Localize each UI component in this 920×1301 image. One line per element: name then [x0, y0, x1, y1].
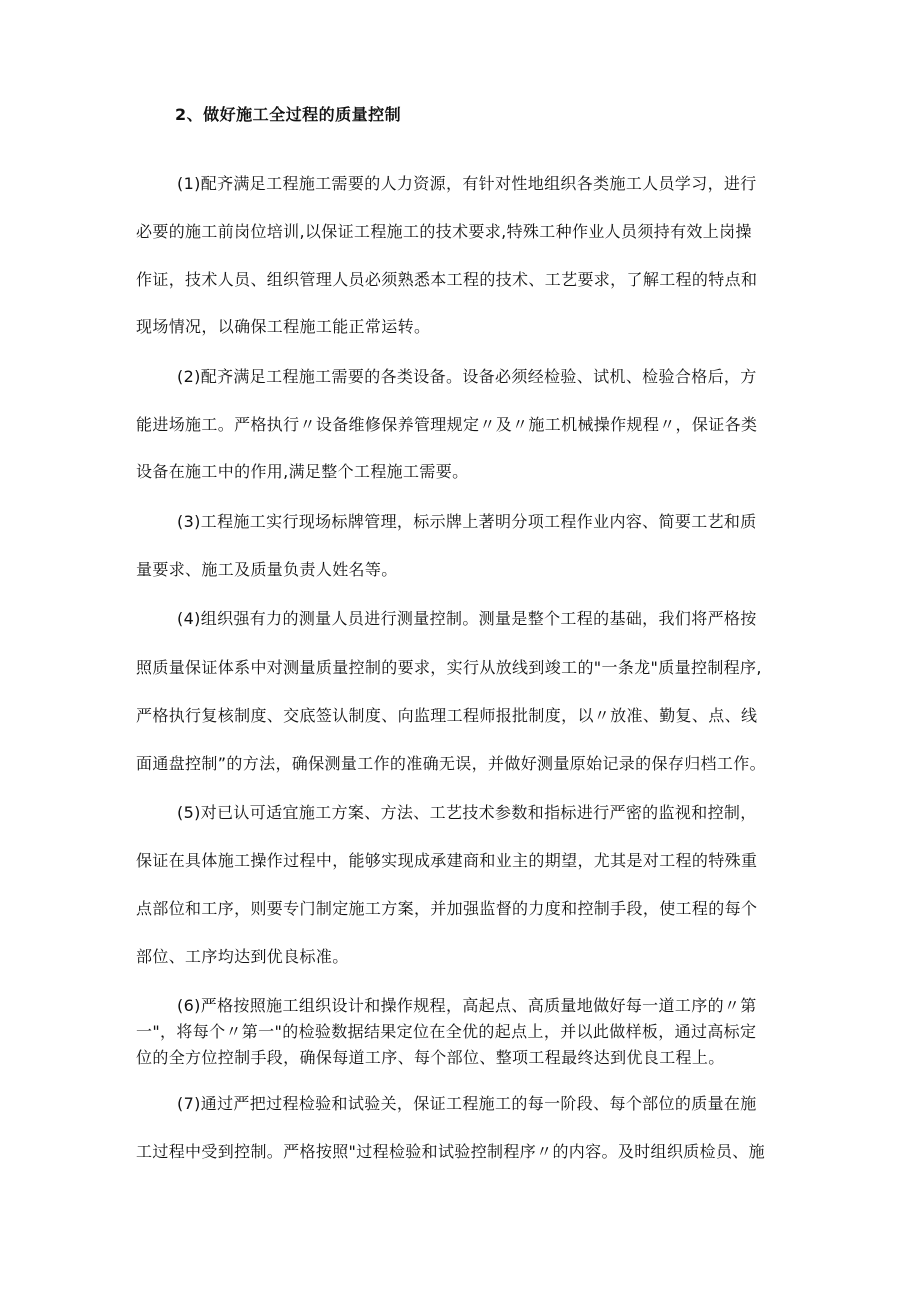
paragraph-3-line-2: 量要求、施工及质量负责人姓名等。	[136, 560, 398, 579]
paragraph-5-line-3: 点部位和工序，则要专门制定施工方案，并加强监督的力度和控制手段，使工程的每个	[136, 899, 758, 918]
paragraph-6-line-2: 一"，将每个〃第一"的检验数据结果定位在全优的起点上，并以此做样板，通过高标定	[136, 1022, 757, 1041]
paragraph-7-line-1: (7)通过严把过程检验和试验关，保证工程施工的每一阶段、每个部位的质量在施	[177, 1094, 757, 1113]
paragraph-2-line-2: 能进场施工。严格执行〃设备维修保养管理规定〃及〃施工机械操作规程〃，保证各类	[136, 415, 758, 434]
paragraph-1-line-2: 必要的施工前岗位培训,以保证工程施工的技术要求,特殊工种作业人员须持有效上岗操	[136, 222, 752, 241]
paragraph-3-line-1: (3)工程施工实行现场标牌管理，标示牌上著明分项工程作业内容、简要工艺和质	[177, 512, 757, 531]
paragraph-7-line-2: 工过程中受到控制。严格按照"过程检验和试验控制程序〃的内容。及时组织质检员、施	[136, 1142, 766, 1161]
paragraph-6-line-3: 位的全方位控制手段，确保每道工序、每个部位、整项工程最终达到优良工程上。	[136, 1048, 725, 1067]
paragraph-5-line-4: 部位、工序均达到优良标准。	[136, 947, 349, 966]
paragraph-6-line-1: (6)严格按照施工组织设计和操作规程，高起点、高质量地做好每一道工序的〃第	[177, 996, 757, 1015]
paragraph-5-line-1: (5)对已认可适宜施工方案、方法、工艺技术参数和指标进行严密的监视和控制，	[177, 803, 757, 822]
paragraph-1-line-4: 现场情况，以确保工程施工能正常运转。	[136, 317, 431, 336]
paragraph-2-line-3: 设备在施工中的作用,满足整个工程施工需要。	[136, 462, 469, 481]
paragraph-1-line-1: (1)配齐满足工程施工需要的人力资源，有针对性地组织各类施工人员学习，进行	[177, 174, 757, 193]
section-heading: 2、做好施工全过程的质量控制	[175, 105, 402, 124]
paragraph-4-line-4: 面通盘控制”的方法，确保测量工作的准确无误，并做好测量原始记录的保存归档工作。	[136, 754, 766, 773]
paragraph-4-line-1: (4)组织强有力的测量人员进行测量控制。测量是整个工程的基础，我们将严格按	[177, 609, 757, 628]
paragraph-4-line-2: 照质量保证体系中对测量质量控制的要求，实行从放线到竣工的"一条龙"质量控制程序,	[136, 658, 762, 677]
paragraph-1-line-3: 作证，技术人员、组织管理人员必须熟悉本工程的技术、工艺要求，了解工程的特点和	[136, 270, 758, 289]
paragraph-2-line-1: (2)配齐满足工程施工需要的各类设备。设备必须经检验、试机、检验合格后，方	[177, 367, 757, 386]
paragraph-5-line-2: 保证在具体施工操作过程中，能够实现成承建商和业主的期望，尤其是对工程的特殊重	[136, 851, 758, 870]
paragraph-4-line-3: 严格执行复核制度、交底签认制度、向监理工程师报批制度，以〃放准、勤复、点、线	[136, 706, 758, 725]
